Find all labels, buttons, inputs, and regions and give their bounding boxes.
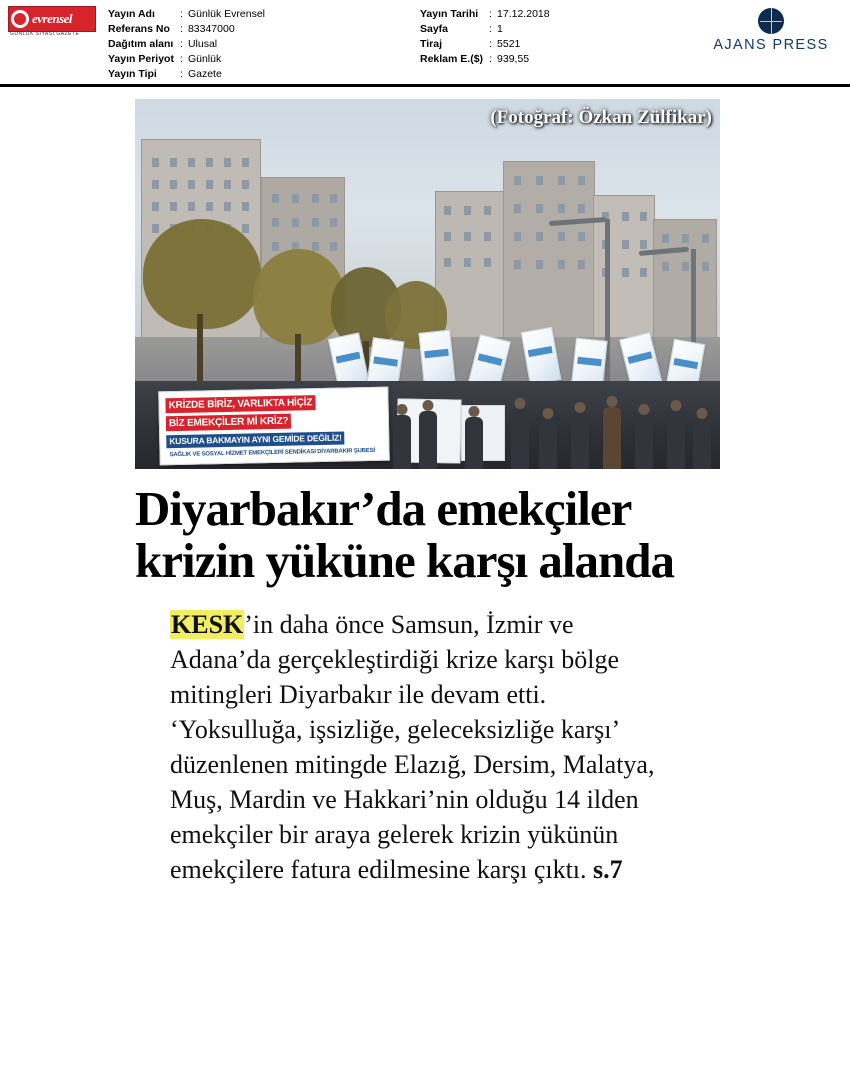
metadata-row [108,8,265,23]
metadata-key: Tiraj [420,38,442,50]
agency-branding [706,8,836,53]
photo-building [653,219,717,349]
publication-logo-subtitle: GÜNLÜK SİYASİ GAZETE [10,31,80,37]
article-headline: Diyarbakır’da emekçiler krizin yüküne karşı alanda [135,481,675,588]
photo-person [667,411,685,469]
metadata-row [108,68,265,83]
photo-person [635,415,653,469]
photo-tree [143,219,261,329]
lead-text: ’in daha önce Samsun, İzmir ve Adana’da gerçekleştirdiği krize karşı bölge mitingleri Diyarbakır ile devam etti. ‘Yoksulluğa, işsizliğe, geleceksizliğe karşı’ düzenlenen mitingde Elazığ, Dersim, Malatya, Muş, Mardin ve Hakkari’nin olduğu 14 ilden emekçiler bir araya gelerek krizin yükünün emekçilere fatura edilmesine karşı çıktı. [170,610,655,884]
metadata-value: Gazete [187,68,222,80]
photo-person [693,419,711,469]
photo-person [465,417,483,469]
banner-line: BİZ EMEKÇİLER Mİ KRİZ? [166,414,292,432]
metadata-value: 83347000 [187,23,235,35]
metadata-value: 1 [497,23,503,35]
photo-banner [158,387,389,466]
metadata-value: Günlük Evrensel [187,8,265,20]
metadata-key: Dağıtım alanı [108,38,174,50]
metadata-key: Reklam E.($) [420,53,484,65]
article-body [0,90,850,887]
metadata-key: Sayfa [420,23,449,35]
publication-logo-text: evrensel [32,11,73,26]
metadata-key: Yayın Adı [108,8,155,20]
metadata-key: Yayın Tipi [108,68,157,80]
metadata-separator: : [489,8,492,20]
banner-line: KUSURA BAKMAYIN AYNI GEMİDE DEĞİLİZ! [166,432,345,449]
photo-tree-trunk [197,314,203,384]
photo-protest-flag [418,329,455,386]
banner-line: KRİZDE BİRİZ, VARLIKTA HİÇİZ [165,395,315,413]
metadata-right-column [420,8,550,68]
photo-person [571,413,589,469]
metadata-separator: : [179,8,183,20]
metadata-separator: : [179,53,183,65]
metadata-separator: : [179,38,183,50]
metadata-separator: : [179,68,183,80]
metadata-value: 17.12.2018 [497,8,550,20]
metadata-row [108,23,265,38]
agency-name: AJANS PRESS [713,37,829,53]
evrensel-logo-icon [11,10,29,28]
page-reference: s.7 [593,855,623,884]
globe-icon [758,8,784,34]
metadata-left-column [108,8,265,83]
metadata-row [108,53,265,68]
metadata-value: 5521 [497,38,521,50]
metadata-row [108,38,265,53]
article-photo [135,99,720,469]
photo-person [511,409,529,469]
metadata-row [420,8,550,23]
metadata-value: Günlük [187,53,222,65]
metadata-value: 939,55 [497,53,530,65]
metadata-key: Yayın Periyot [108,53,174,65]
photo-credit: (Fotoğraf: Özkan Zülfikar) [490,107,712,128]
publication-logo [8,6,96,32]
header-divider [0,84,850,87]
metadata-key: Referans No [108,23,170,35]
metadata-separator: : [489,23,492,35]
photo-person [603,407,621,469]
metadata-row [420,53,550,68]
clipping-header [0,0,850,84]
metadata-separator: : [179,23,183,35]
photo-person [393,415,411,469]
metadata-row [420,23,550,38]
metadata-row [420,38,550,53]
photo-building [503,161,595,349]
banner-line: SAĞLIK VE SOSYAL HİZMET EMEKÇİLERİ SENDİKASI DİYARBAKIR ŞUBESİ [166,446,378,460]
photo-person [539,419,557,469]
metadata-key: Yayın Tarihi [420,8,479,20]
photo-light-pole [605,219,610,389]
article-lead-paragraph [170,607,660,887]
highlighted-keyword: KESK [171,610,244,639]
photo-person [419,411,437,469]
metadata-value: Ulusal [187,38,218,50]
metadata-separator: : [489,53,492,65]
metadata-separator: : [489,38,492,50]
